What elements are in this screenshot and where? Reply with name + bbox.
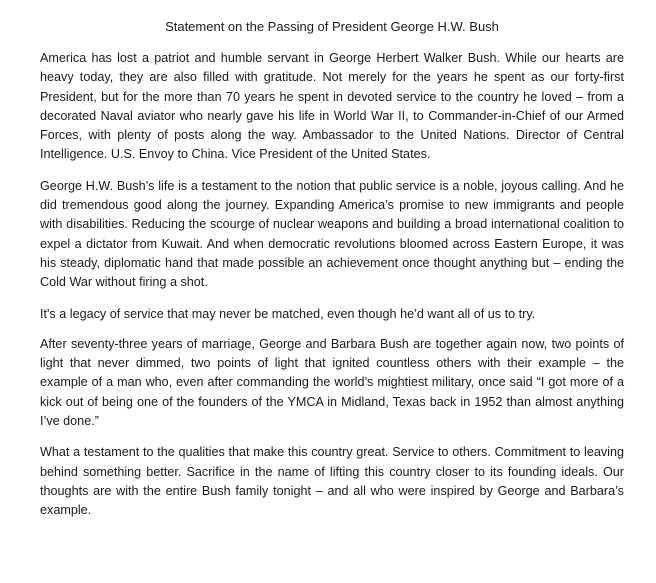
paragraph-5: What a testament to the qualities that make this country great. Service to others. Commitment to leaving behind something better. Sacrifice in the name of lifting this country closer to its founding ideals. Our thoughts are with the entire Bush family tonight – and all who were inspired by George and Barbara’s example. (40, 445, 624, 518)
statement-document (40, 18, 624, 533)
paragraph-4: After seventy-three years of marriage, George and Barbara Bush are together again now, two points of light that never dimmed, two points of light that ignited countless others with their example – the example of a man who, even after commanding the world’s mightiest military, once said “I got more of a kick out of being one of the founders of the YMCA in Midland, Texas back in 1952 than almost anything I’ve done.” (40, 336, 624, 429)
document-title: Statement on the Passing of President George H.W. Bush (165, 19, 499, 34)
paragraph-2: George H.W. Bush’s life is a testament to the notion that public service is a noble, joyous calling. And he did tremendous good along the journey. Expanding America’s promise to new immigrants and people with disabilities. Reducing the scourge of nuclear weapons and building a broad international coalition to expel a dictator from Kuwait. And when democratic revolutions bloomed across Eastern Europe, it was his steady, diplomatic hand that made possible an achievement once thought anything but – ending the Cold War without firing a shot. (40, 178, 624, 290)
paragraph-1: America has lost a patriot and humble servant in George Herbert Walker Bush. While our hearts are heavy today, they are also filled with gratitude. Not merely for the years he spent as our forty-first President, but for the more than 70 years he spent in devoted service to the country he loved – from a decorated Naval aviator who nearly gave his life in World War II, to Commander-in-Chief of our Armed Forces, with plenty of posts along the way. Ambassador to the United Nations. Director of Central Intelligence. U.S. Envoy to China. Vice President of the United States. (40, 51, 624, 162)
paragraph-3: It's a legacy of service that may never be matched, even though he’d want all of us to try. (40, 306, 536, 321)
